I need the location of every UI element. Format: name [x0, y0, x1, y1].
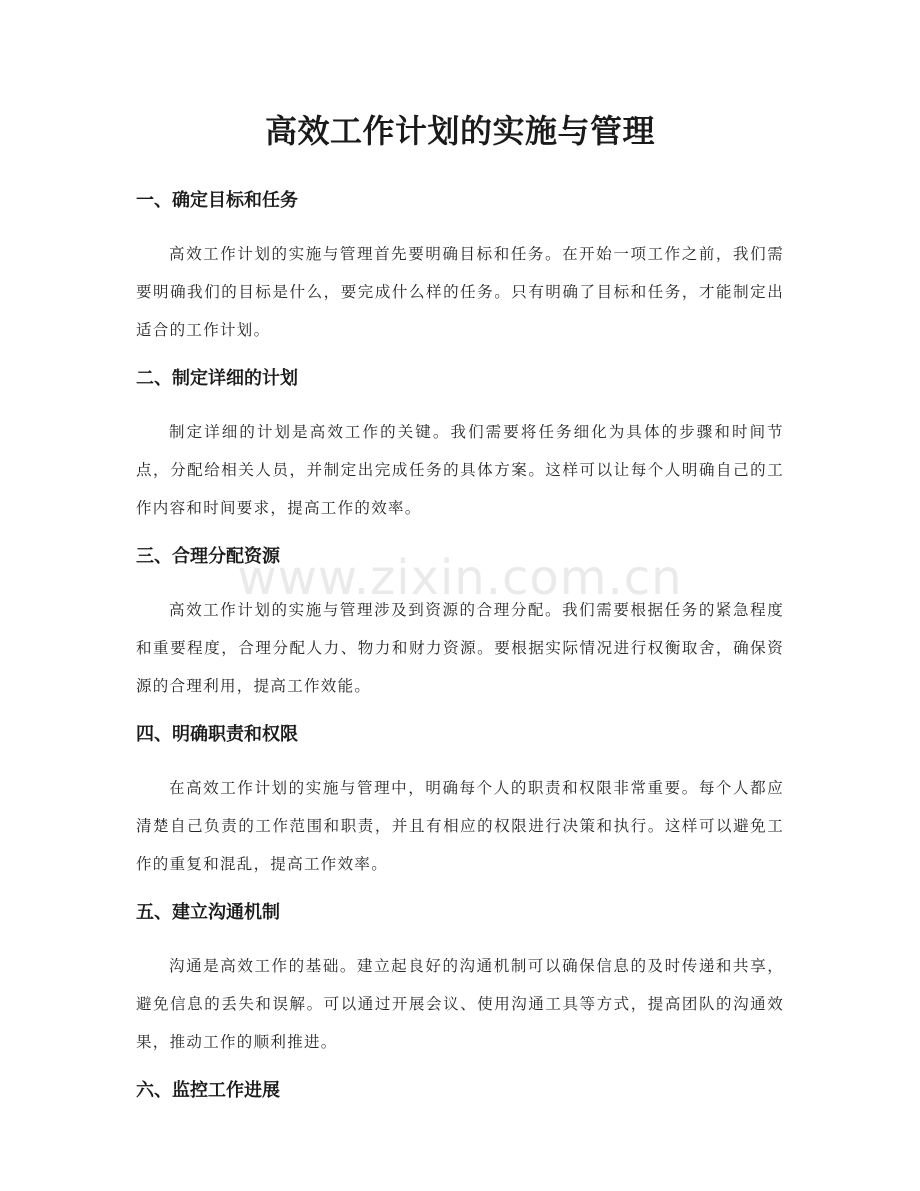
- section-heading-6: 六、监控工作进展: [136, 1080, 280, 1101]
- section-heading-5: 五、建立沟通机制: [136, 902, 280, 923]
- section-paragraph-3: 高效工作计划的实施与管理涉及到资源的合理分配。我们需要根据任务的紧急程度和重要程度，合理分配人力、物力和财力资源。要根据实际情况进行权衡取舍，确保资源的合理利用，提高工作效能。: [136, 601, 784, 695]
- section-paragraph-2: 制定详细的计划是高效工作的关键。我们需要将任务细化为具体的步骤和时间节点，分配给相关人员，并制定出完成任务的具体方案。这样可以让每个人明确自己的工作内容和时间要求，提高工作的效率。: [136, 423, 784, 517]
- document-title: 高效工作计划的实施与管理: [264, 112, 655, 150]
- document-body: [136, 184, 784, 1108]
- section-heading-4: 四、明确职责和权限: [136, 724, 298, 745]
- section-paragraph-5: 沟通是高效工作的基础。建立起良好的沟通机制可以确保信息的及时传递和共享，避免信息的丢失和误解。可以通过开展会议、使用沟通工具等方式，提高团队的沟通效果，推动工作的顺利推进。: [136, 957, 784, 1051]
- section-paragraph-1: 高效工作计划的实施与管理首先要明确目标和任务。在开始一项工作之前，我们需要明确我们的目标是什么，要完成什么样的任务。只有明确了目标和任务，才能制定出适合的工作计划。: [136, 245, 784, 339]
- section-paragraph-4: 在高效工作计划的实施与管理中，明确每个人的职责和权限非常重要。每个人都应清楚自己负责的工作范围和职责，并且有相应的权限进行决策和执行。这样可以避免工作的重复和混乱，提高工作效率。: [136, 779, 784, 873]
- watermark-text: www.zixin.com.cn: [237, 550, 683, 606]
- section-heading-3: 三、合理分配资源: [136, 546, 280, 567]
- section-heading-1: 一、确定目标和任务: [136, 190, 298, 211]
- section-heading-2: 二、制定详细的计划: [136, 368, 298, 389]
